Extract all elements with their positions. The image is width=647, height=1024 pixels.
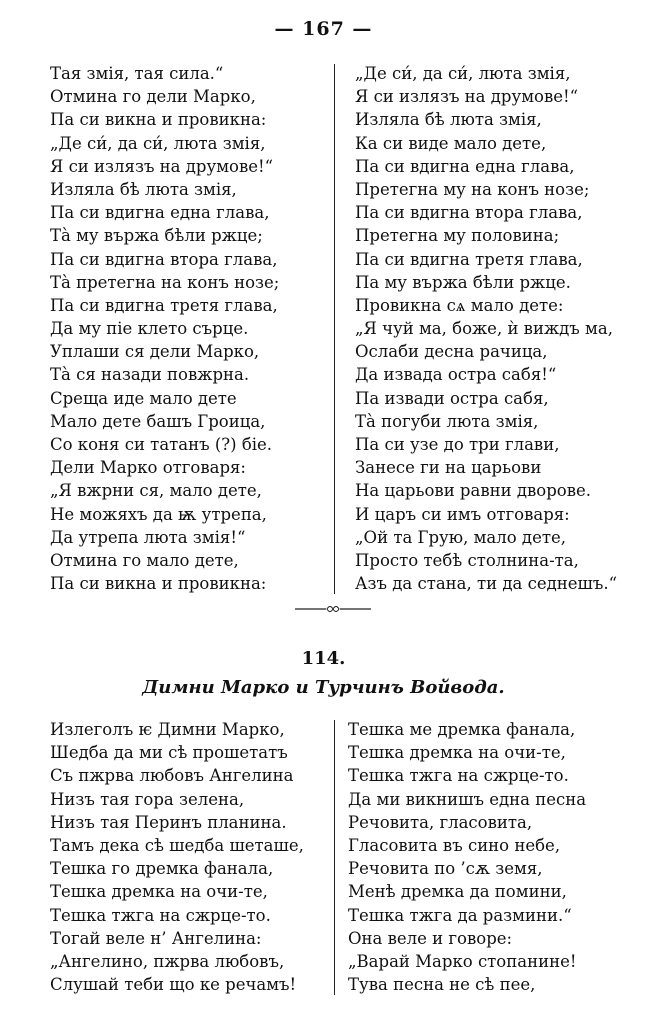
verse-line: Тамъ дека сѣ шедба шеташе, — [50, 835, 304, 855]
verse-line: Тешка ме дремка фанала, — [348, 720, 576, 739]
verse-line: Речовита, гласовита, — [348, 812, 533, 832]
verse-line: Тà му вържа бѣли ржце; — [50, 226, 263, 246]
verse-line: Претегна му на конъ нозе; — [355, 179, 590, 199]
verse-column-bottom-left — [50, 718, 304, 996]
verse-line: Па си узе до три глави, — [355, 435, 560, 454]
verse-line: Тешка тжга на сжрце-то. — [348, 766, 569, 786]
verse-line: „Ангелино, пжрва любовъ, — [50, 951, 285, 971]
verse-line: Съ пжрва любовъ Ангелина — [50, 766, 294, 786]
verse-line: Мало дете башъ Гроица, — [50, 411, 266, 431]
verse-line: Па му вържа бѣли ржце. — [355, 272, 571, 292]
verse-line: Ослаби десна рачица, — [355, 342, 548, 362]
verse-line: Уплаши ся дели Марко, — [50, 342, 260, 362]
page-number: — 167 — — [274, 18, 373, 40]
verse-column-top-right — [355, 62, 617, 595]
verse-line: На царьови равни дворове. — [355, 481, 592, 501]
verse-line: „Де си́, да си́, люта змія, — [50, 133, 266, 153]
verse-line: Отмина го дели Марко, — [50, 87, 256, 107]
verse-line: Речовита по ’сѫ земя, — [348, 859, 543, 879]
verse-line: Па извади остра сабя, — [355, 388, 549, 408]
verse-line: „Я чуй ма, боже, ѝ виждъ ма, — [355, 319, 613, 339]
verse-line: Па си вдигна втора глава, — [50, 249, 278, 269]
verse-line: Претегна му половина; — [355, 226, 560, 246]
verse-line: Па си вдигна една глава, — [50, 203, 270, 223]
verse-line: И царъ си имъ отговаря: — [355, 504, 570, 524]
verse-line: Шедба да ми сѣ прошетатъ — [50, 743, 288, 763]
verse-line: Тà претегна на конъ нозе; — [50, 272, 280, 292]
verse-line: Тà ся назади повжрна. — [50, 365, 250, 385]
verse-line: Азъ да стана, ти да седнешъ.“ — [355, 574, 618, 594]
verse-line: Па си вдигна втора глава, — [355, 203, 583, 223]
verse-line: Излеголъ ѥ Димни Марко, — [50, 720, 285, 739]
verse-line: „Варай Марко стопанине! — [348, 951, 577, 971]
verse-line: Занесе ги на царьови — [355, 458, 542, 478]
verse-line: Я си излязъ на друмове!“ — [355, 87, 579, 107]
verse-line: Отмина го мало дете, — [50, 550, 239, 570]
verse-line: Да ми викнишъ една песна — [348, 789, 587, 809]
verse-line: Тешка тжга да размини.“ — [348, 905, 572, 925]
verse-column-bottom-right — [348, 718, 586, 996]
verse-line: Низъ тая Перинъ планина. — [50, 812, 287, 832]
verse-line: Не можяхъ да ѭ утрепа, — [50, 504, 267, 524]
verse-line: Менѣ дремка да помини, — [348, 882, 567, 902]
column-divider-top — [334, 64, 335, 594]
verse-line: Слушай теби що ке речамъ! — [50, 975, 297, 995]
verse-line: Среща иде мало дете — [50, 388, 237, 408]
verse-line: Я си излязъ на друмове!“ — [50, 156, 274, 176]
verse-line: Тешка дремка на очи-те, — [50, 882, 268, 902]
verse-line: Провикна сѧ мало дете: — [355, 295, 564, 315]
verse-line: Тешка тжга на сжрце-то. — [50, 905, 271, 925]
verse-line: „Я вжрни ся, мало дете, — [50, 481, 262, 501]
verse-line: Тà погуби люта змія, — [355, 411, 539, 431]
verse-line: Тува песна не сѣ пее, — [348, 975, 536, 995]
verse-line: Да утрепа люта змія!“ — [50, 527, 246, 547]
verse-line: Со коня си татанъ (?) біе. — [50, 435, 273, 454]
verse-line: Па си викна и провикна: — [50, 110, 267, 130]
verse-line: Да му піе клето сърце. — [50, 319, 249, 339]
verse-line: Тая змія, тая сила.“ — [50, 64, 224, 83]
verse-line: Да извада остра сабя!“ — [355, 365, 557, 385]
verse-line: Па си вдигна третя глава, — [355, 249, 583, 269]
verse-column-top-left — [50, 62, 279, 595]
verse-line: Она веле и говоре: — [348, 928, 513, 948]
verse-line: „Ой та Грую, мало дете, — [355, 527, 566, 547]
verse-line: Тешка дремка на очи-те, — [348, 743, 566, 763]
verse-line: Гласовита въ сино небе, — [348, 835, 561, 855]
verse-line: Тогай веле н’ Ангелина: — [50, 928, 262, 948]
verse-line: Ка си виде мало дете, — [355, 133, 547, 153]
verse-line: Па си вдигна една глава, — [355, 156, 575, 176]
poem-number: 114. — [301, 648, 346, 669]
verse-line: Па си викна и провикна: — [50, 574, 267, 594]
verse-line: Тешка го дремка фанала, — [50, 859, 274, 879]
poem-title: Димни Марко и Турчинъ Войвода. — [142, 677, 505, 698]
verse-line: Изляла бѣ люта змія, — [50, 179, 237, 199]
verse-line: Изляла бѣ люта змія, — [355, 110, 542, 130]
verse-line: „Де си́, да си́, люта змія, — [355, 64, 571, 83]
verse-line: Просто тебѣ столнина-та, — [355, 550, 579, 570]
verse-line: Па си вдигна третя глава, — [50, 295, 278, 315]
verse-line: Низъ тая гора зелена, — [50, 789, 245, 809]
verse-line: Дели Марко отговаря: — [50, 458, 246, 478]
ornament-divider — [293, 601, 373, 617]
column-divider-bottom — [334, 720, 335, 995]
